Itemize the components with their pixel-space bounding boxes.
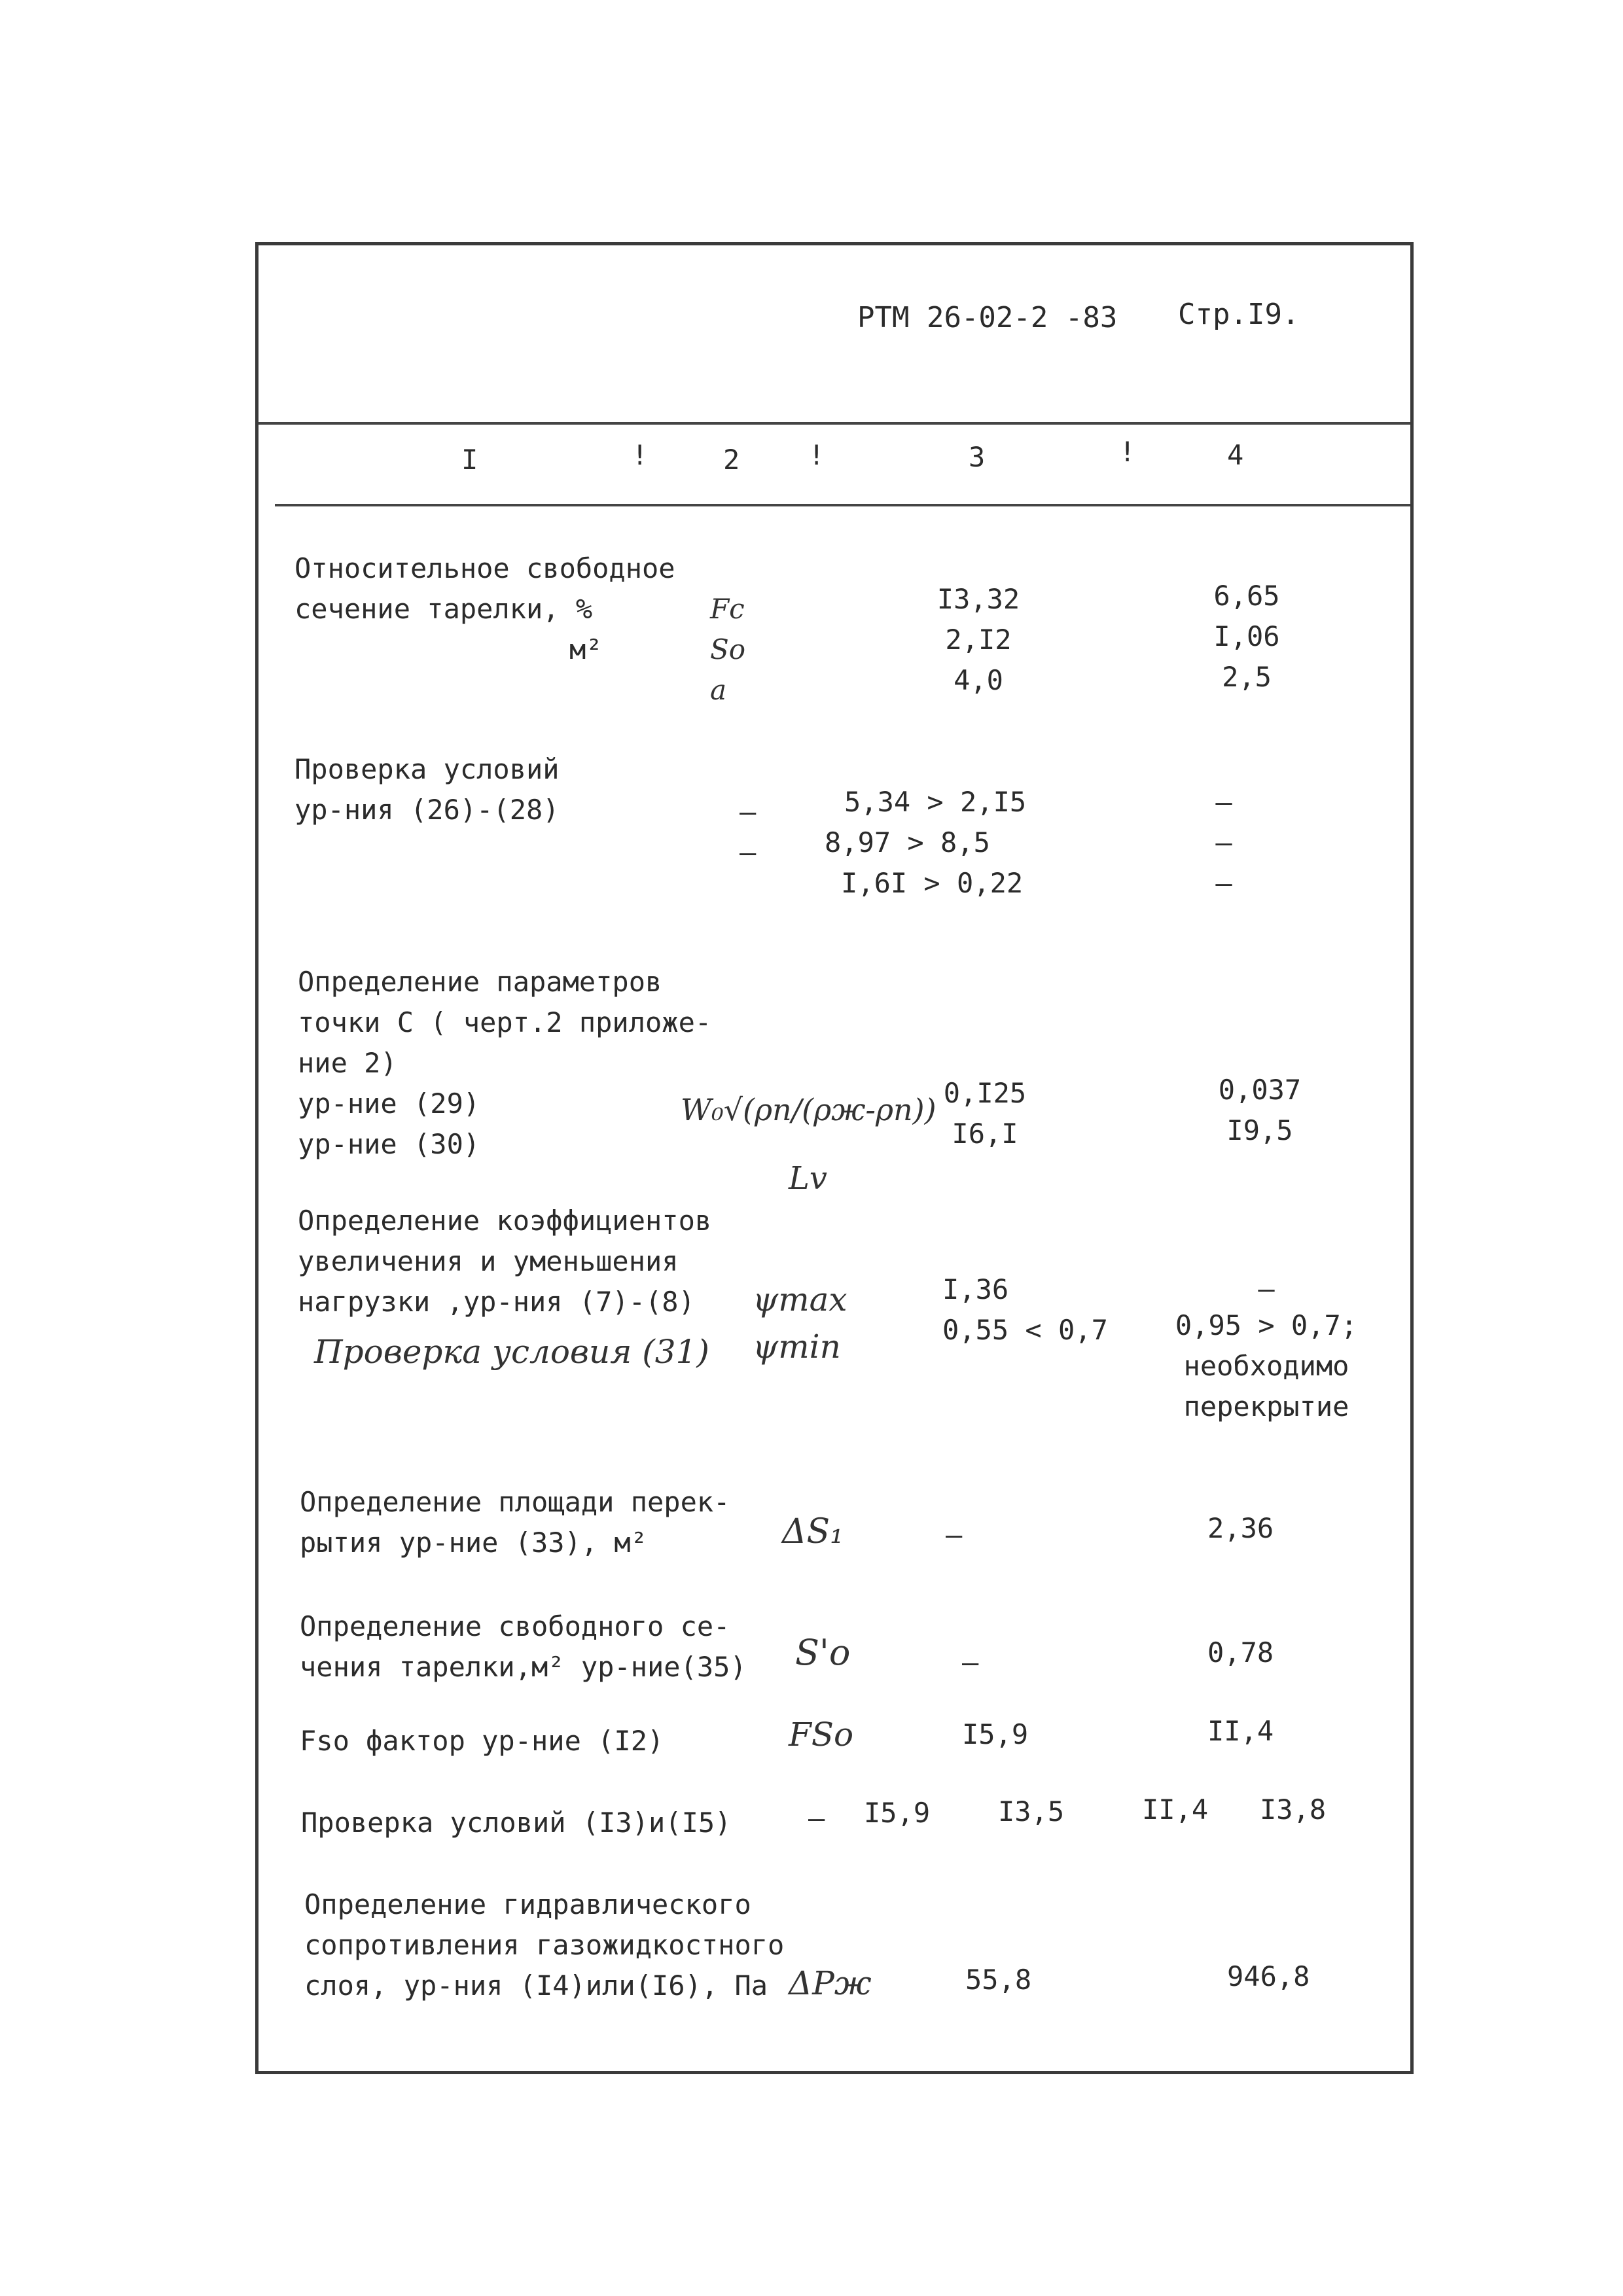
column-header-2: 2 — [723, 444, 740, 476]
row8-value-4: I3,8 — [1260, 1793, 1327, 1826]
column-separator-1: ! — [632, 439, 649, 471]
row6-symbol: S'o — [795, 1632, 851, 1673]
row7-description: Fso фактор ур-ние (I2) — [300, 1725, 664, 1757]
row1-description: Относительное свободное сечение тарелки, % м² — [294, 552, 675, 665]
column-header-1: I — [461, 444, 478, 476]
column-header-3: 3 — [969, 441, 986, 473]
row4-col4-values: – 0,95 > 0,7; необходимо перекрытие — [1175, 1273, 1358, 1422]
row8-value-1: I5,9 — [864, 1797, 931, 1829]
column-header-4: 4 — [1227, 439, 1244, 471]
row9-symbol: ΔPж — [789, 1964, 872, 2002]
row7-col4-value: II,4 — [1207, 1715, 1274, 1747]
document-code: РТМ 26-02-2 -83 — [857, 301, 1118, 334]
row9-col3-value: 55,8 — [965, 1964, 1032, 1996]
row5-col3-value: – — [946, 1519, 963, 1551]
column-separator-3: ! — [1119, 436, 1136, 468]
row6-col4-value: 0,78 — [1207, 1636, 1274, 1669]
header-rule-bottom — [275, 504, 1410, 506]
row1-col3-values: I3,32 2,I2 4,0 — [936, 583, 1020, 696]
row3-description: Определение параметров точки С ( черт.2 приложе- ние 2) ур-ние (29) ур-ние (30) — [298, 966, 712, 1160]
row3-symbol-lv: Lv — [789, 1160, 827, 1197]
row8-value-2: I3,5 — [998, 1795, 1065, 1828]
row2-description: Проверка условий ур-ния (26)-(28) — [294, 753, 560, 826]
row1-symbols: Fc So a — [710, 593, 746, 706]
row4-symbols: ψmax ψmin — [753, 1280, 847, 1366]
header-rule-top — [259, 422, 1410, 425]
row5-description: Определение площади перек- рытия ур-ние (33), м² — [300, 1486, 730, 1559]
row3-col3-values: 0,I25 I6,I — [943, 1077, 1027, 1150]
row4-handwritten-check: Проверка условия (31) — [314, 1333, 709, 1371]
row2-col4-values: – – – — [1215, 786, 1232, 899]
row5-col4-value: 2,36 — [1207, 1512, 1274, 1544]
row2-symbols: – – — [740, 796, 757, 868]
row4-description: Определение коэффициентов увеличения и уменьшения нагрузки ,ур-ния (7)-(8) — [298, 1205, 712, 1318]
row7-col3-value: I5,9 — [962, 1718, 1029, 1750]
row3-symbol-velocity-formula: W₀√(ρп/(ρж-ρп)) — [681, 1092, 936, 1127]
row9-col4-value: 946,8 — [1227, 1960, 1310, 1992]
row8-value-3: II,4 — [1142, 1793, 1209, 1826]
row4-col3-values: I,36 0,55 < 0,7 — [942, 1273, 1108, 1346]
row5-symbol: ΔS₁ — [782, 1512, 844, 1551]
row3-col4-values: 0,037 I9,5 — [1218, 1074, 1302, 1146]
row2-col3-values: 5,34 > 2,I5 8,97 > 8,5 I,6I > 0,22 — [825, 786, 1027, 899]
row1-col4-values: 6,65 I,06 2,5 — [1213, 580, 1280, 693]
row6-description: Определение свободного се- чения тарелки,м² ур-ние(35) — [300, 1610, 747, 1683]
column-separator-2: ! — [808, 439, 825, 471]
row8-description: Проверка условий (I3)и(I5) — [301, 1807, 732, 1839]
row6-col3-value: – — [962, 1646, 979, 1678]
row8-symbol: – — [808, 1802, 825, 1834]
page-number: Стр.I9. — [1178, 298, 1300, 331]
row7-symbol: FSo — [789, 1716, 854, 1754]
row9-description: Определение гидравлического сопротивления газожидкостного слоя, ур-ния (I4)или(I6), Па — [304, 1888, 785, 2002]
